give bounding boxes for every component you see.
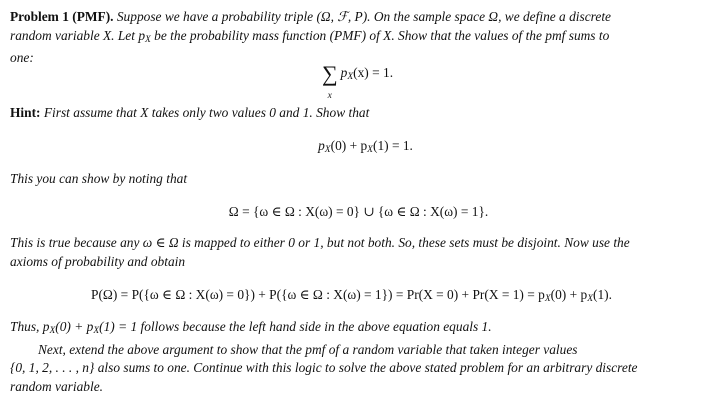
sum-symbol: ∑ bbox=[321, 61, 338, 86]
eq2-mid: (0) + p bbox=[330, 138, 368, 153]
eq2-rest: (1) = 1. bbox=[372, 138, 413, 153]
problem-text-1: Suppose we have a probability triple (Ω, ℱ, P). On the sample space Ω, we define a discrete bbox=[116, 9, 611, 24]
eq4-part-b: (0) + p bbox=[550, 287, 588, 302]
eq2-sub1: X bbox=[324, 145, 331, 155]
next-line-2: {0, 1, 2, . . . , n} also sums to one. Continue with this logic to solve the above stated problem for an arbitrary discrete bbox=[10, 360, 638, 376]
equation-two-values bbox=[2, 137, 727, 159]
eq2-sub2: X bbox=[367, 145, 373, 155]
hint-label: Hint: bbox=[10, 105, 41, 120]
problem-statement bbox=[10, 8, 686, 68]
next-line-1: Next, extend the above argument to show that the pmf of a random variable that taken integer values bbox=[38, 341, 578, 357]
problem-text-3: one: bbox=[10, 50, 34, 66]
equation-sample-space: Ω = {ω ∈ Ω : X(ω) = 0} ∪ {ω ∈ Ω : X(ω) = 1}. bbox=[228, 204, 489, 219]
thus-sub2: X bbox=[93, 326, 100, 336]
next-line-1-wrap bbox=[10, 341, 686, 360]
eq2-p1: p bbox=[318, 138, 325, 153]
conclusion-paragraph bbox=[10, 318, 686, 396]
pmf-subscript: X bbox=[145, 34, 151, 45]
eq1-subscript: X bbox=[347, 72, 354, 83]
show-paragraph: This you can show by noting that bbox=[10, 171, 188, 186]
hint-paragraph bbox=[10, 104, 686, 123]
problem-text-2b: be the probability mass function (PMF) of X. Show that the values of the pmf sums to bbox=[150, 27, 610, 43]
hint-text: First assume that X takes only two values 0 and 1. Show that bbox=[40, 105, 370, 120]
eq1-p: p bbox=[340, 65, 348, 81]
eq4-sub1: X bbox=[544, 294, 551, 304]
problem-text-2: random variable X. Let p bbox=[10, 27, 146, 43]
summation bbox=[321, 61, 338, 101]
eq4-part-c: (1). bbox=[593, 287, 612, 302]
thus-rest: (1) = 1 follows because the left hand side in the above equation equals 1. bbox=[99, 319, 492, 334]
problem-line-1 bbox=[10, 8, 686, 27]
problem-line-2 bbox=[10, 27, 686, 50]
thus-start: Thus, p bbox=[10, 319, 50, 334]
disjoint-paragraph bbox=[10, 234, 686, 271]
problem-heading: Problem 1 (PMF). bbox=[10, 9, 114, 24]
eq4-part-a: P(Ω) = P({ω ∈ Ω : X(ω) = 0}) + P({ω ∈ Ω : X(ω) = 1}) = Pr(X = 0) + Pr(X = 1) = p bbox=[91, 287, 545, 302]
thus-mid: (0) + p bbox=[55, 319, 94, 334]
sum-index: x bbox=[327, 91, 332, 101]
next-line-3: random variable. bbox=[10, 378, 103, 394]
equation-sum bbox=[0, 61, 721, 101]
disjoint-line-1: This is true because any ω ∈ Ω is mapped to either 0 or 1, but not both. So, these sets must be disjoint. Now use the bbox=[10, 235, 630, 250]
eq1-rest: (x) = 1. bbox=[353, 65, 394, 81]
thus-sub1: X bbox=[49, 326, 56, 336]
equation-probability bbox=[0, 286, 715, 308]
disjoint-line-2: axioms of probability and obtain bbox=[10, 253, 186, 269]
thus-line bbox=[10, 318, 686, 341]
eq4-sub2: X bbox=[587, 294, 594, 304]
